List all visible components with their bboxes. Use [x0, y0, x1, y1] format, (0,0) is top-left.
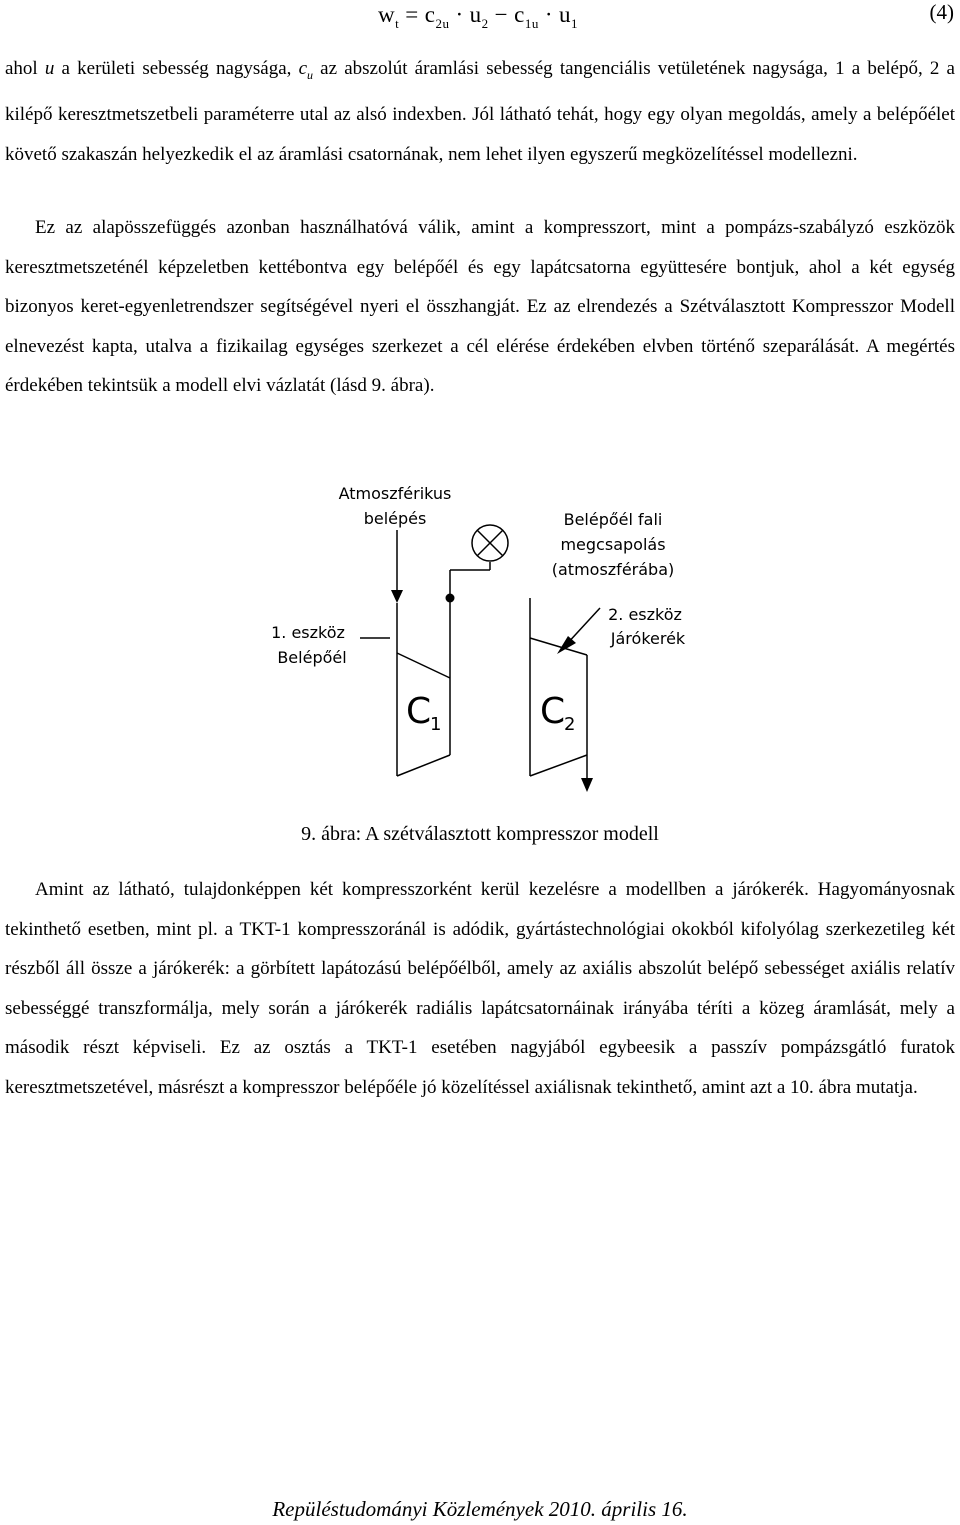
c2-symbol: C: [540, 691, 566, 732]
paragraph-1: ahol u a kerületi sebesség nagysága, $c_u$ az abszolút áramlási sebesség tangenciális vetületének nagysága, 1 a belépő, 2 a kilépő keresztmetszetbeli paraméterre utal az alsó indexben. Jól látható tehát, hogy egy olyan megoldás, amely a belépőélet követő szakaszán helyezkedik el az áramlási csatornának, nem lehet ilyen egyszerű megközelítéssel modellezni.: [5, 58, 955, 165]
c1-symbol: C: [406, 691, 432, 732]
label-device2-1: 2. eszköz: [608, 605, 682, 624]
compressor-model-schematic: [250, 478, 710, 818]
page-footer: Repüléstudományi Közlemények 2010. április 16.: [272, 1497, 688, 1521]
figure-caption: 9. ábra: A szétválasztott kompresszor modell: [301, 823, 659, 845]
figure-9-diagram: [250, 478, 710, 818]
equation-row: [0, 0, 960, 32]
c2-index: 2: [564, 714, 576, 735]
label-bleed-1: Belépőél fali: [563, 510, 663, 529]
c1-top-edge: [397, 653, 450, 678]
valve-cross-icon: [472, 525, 508, 561]
equation-number: (4): [929, 0, 954, 24]
c1-bottom-edge: [397, 755, 450, 776]
label-device2-2: Járókerék: [610, 629, 686, 648]
label-bleed-3: (atmoszférába): [551, 560, 675, 579]
outlet-arrowhead: [581, 778, 593, 792]
label-atmospheric-inlet-1: Atmoszférikus: [338, 484, 452, 503]
label-bleed-2: megcsapolás: [560, 535, 666, 554]
label-device1-2: Belépőél: [277, 648, 347, 667]
c2-bottom-edge: [530, 755, 587, 776]
inlet-arrowhead: [391, 590, 403, 603]
paragraph-2: Ez az alapösszefüggés azonban használhatóvá válik, amint a kompresszort, mint a pompázs-szabályzó eszközök keresztmetszeténél képzeletben kettébontva egy belépőél és egy lapátcsatorna együttesére bontjuk, ahol a két egység bizonyos keret-egyenletrendszer segítségével nyeri el összhangját. Ez az elrendezés a Szétválasztott Kompresszor Modell elnevezést kapta, utalva a fizikailag egységes szerkezet a cél elérése érdekében elvben történő szeparálását. A megértés érdekében tekintsük a modell elvi vázlatát (lásd 9. ábra).: [5, 217, 955, 396]
paragraph-3: Amint az látható, tulajdonképpen két kompresszorként kerül kezelésre a modellben a járókerék. Hagyományosnak tekinthető esetben, mint pl. a TKT-1 kompresszoránál is adódik, gyártástechnológiai okokból kifolyólag szerkezetileg két részből áll össze a járókerék: a görbített lapátozású belépőélből, amely az axiális abszolút belépő sebességet axiális relatív sebességgé transzformálja, mely során a járókerék radiális lapátcsatornáinak irányába téríti a közeg áramlását, mely a második részt képviseli. Ez az osztás a TKT-1 esetében nagyjából egybeesik a passzív pompázsgátló furatok keresztmetszetével, másrészt a kompresszor belépőéle jó közelítéssel axiálisnak tekinthető, amint azt a 10. ábra mutatja.: [5, 879, 955, 1098]
c1-index: 1: [430, 714, 442, 735]
equation-4: $w_t = c_{2u} \cdot u_2 - c_{1u} \cdot u_1$: [378, 2, 578, 31]
label-atmospheric-inlet-2: belépés: [363, 509, 427, 528]
label-device1-1: 1. eszköz: [271, 623, 345, 642]
